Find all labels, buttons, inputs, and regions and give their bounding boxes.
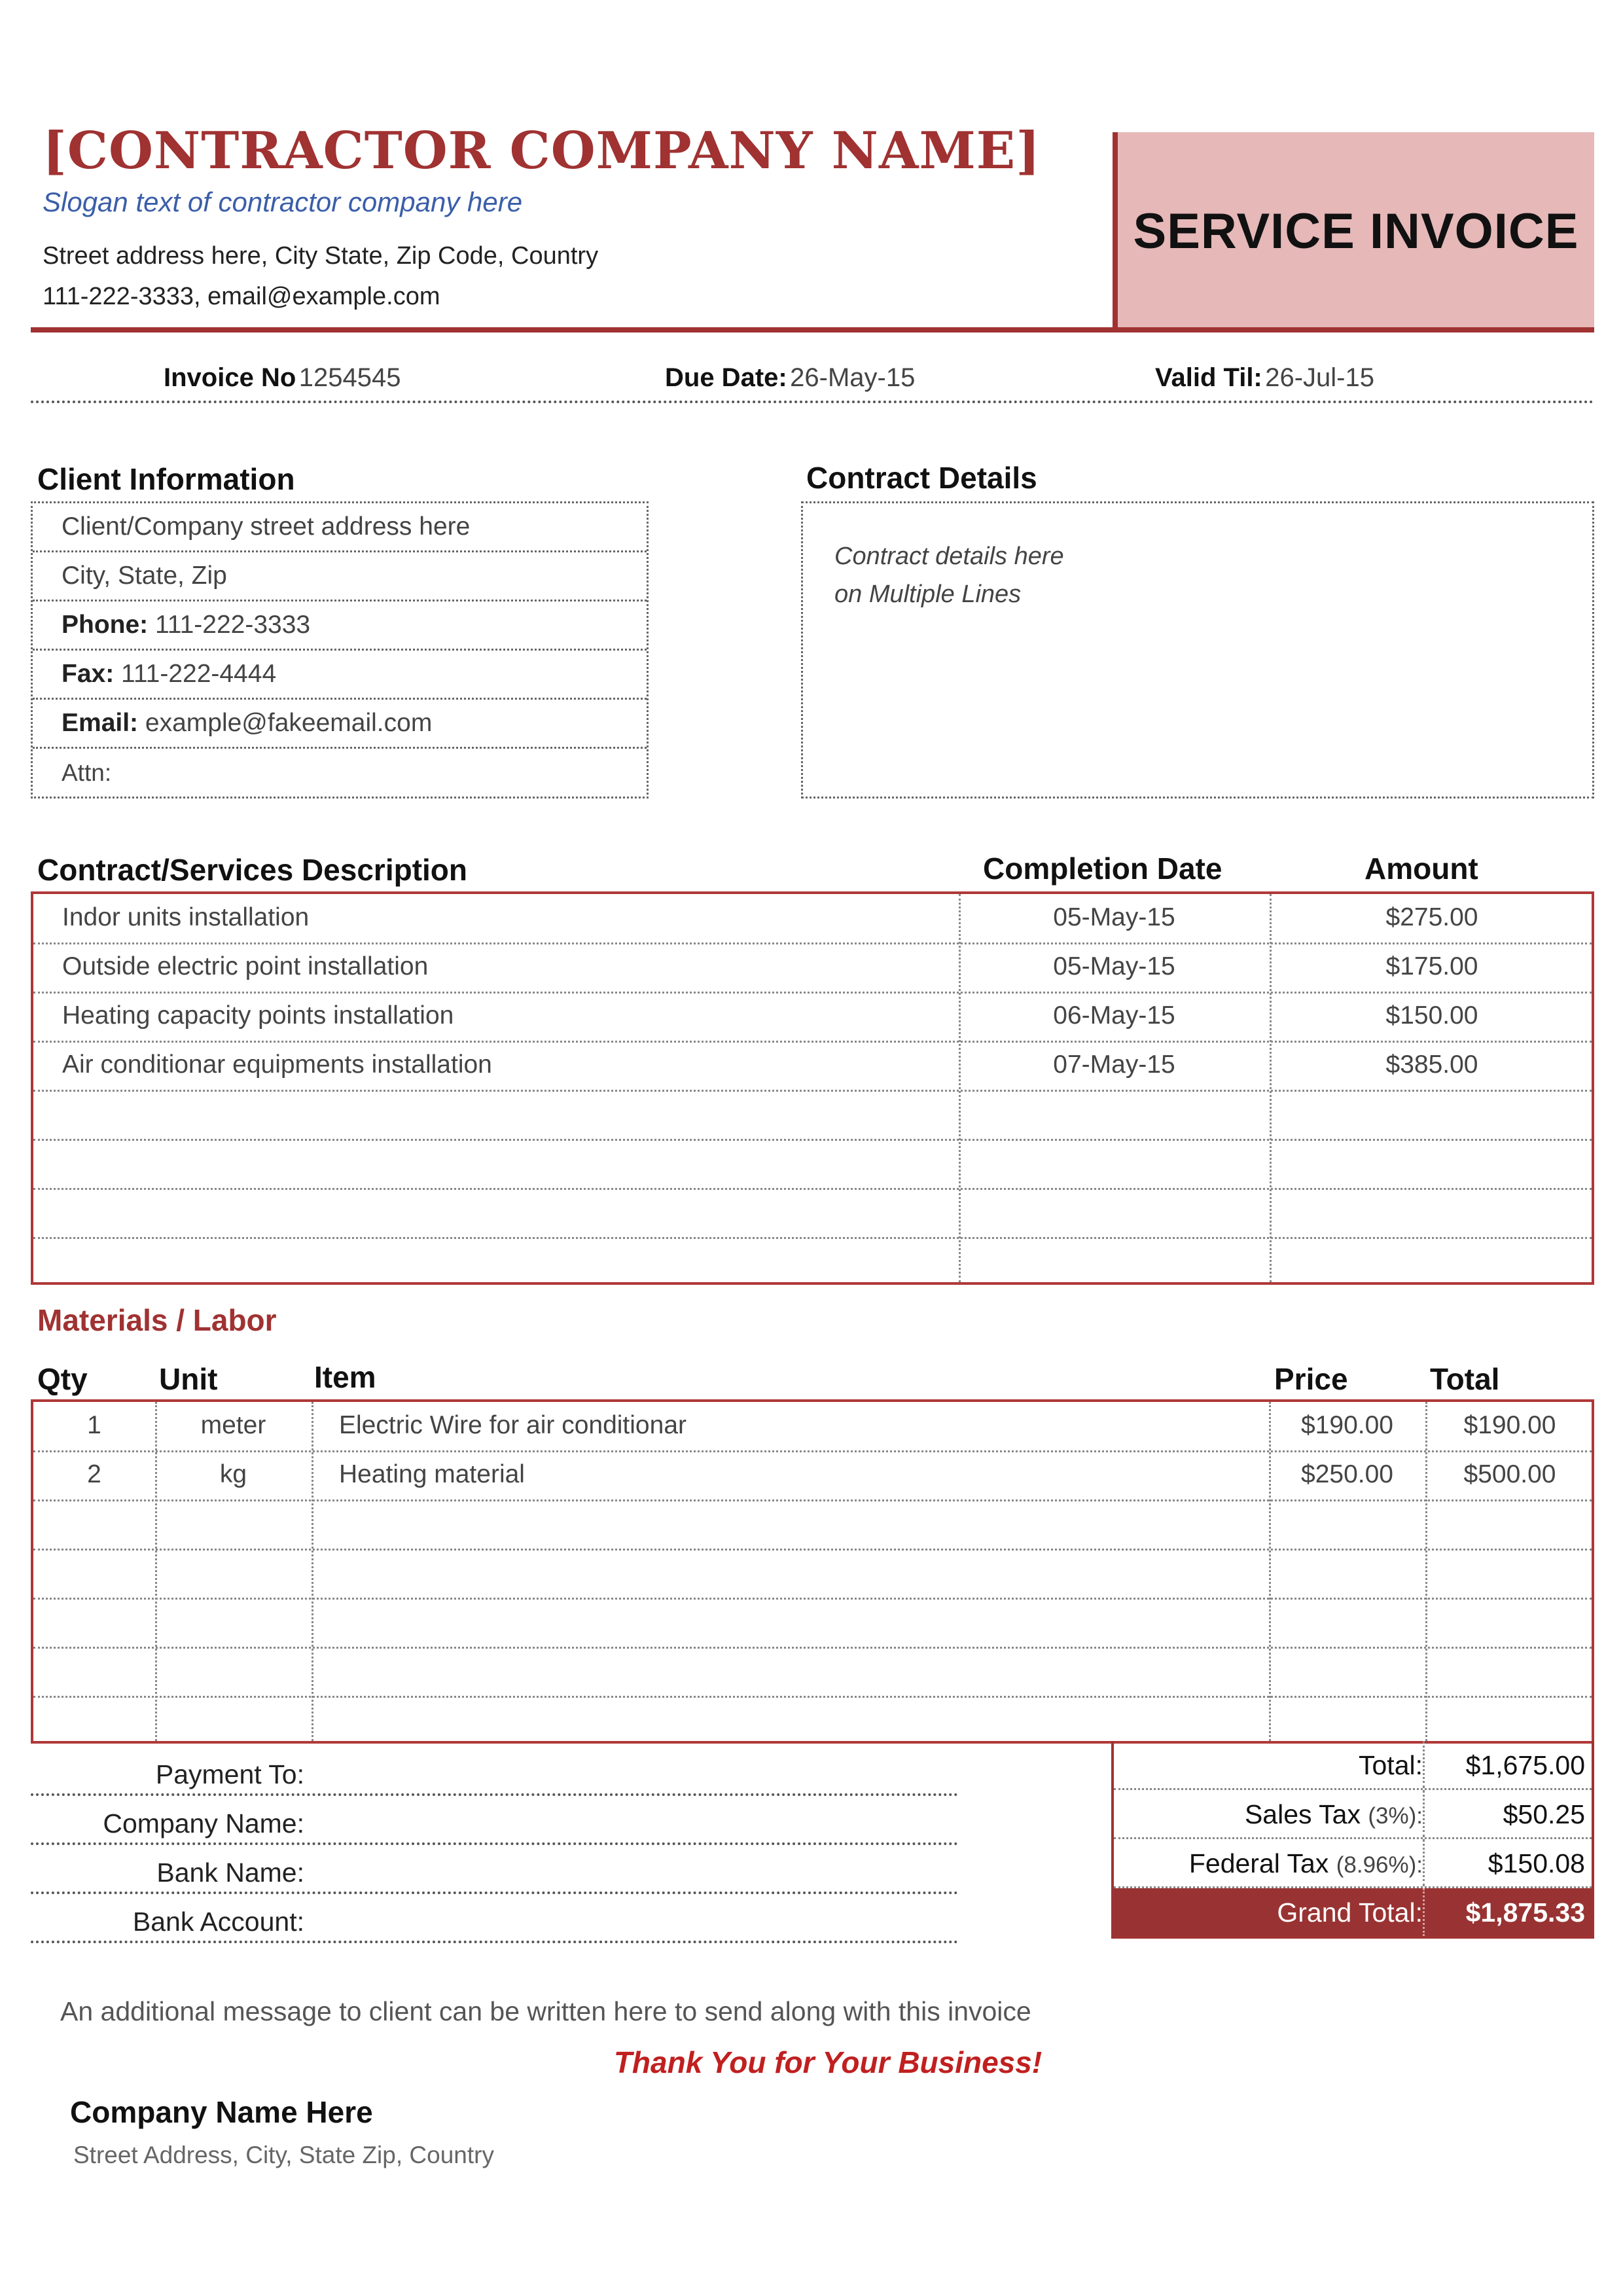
client-city: City, State, Zip: [62, 562, 227, 590]
client-email-row: [33, 700, 647, 749]
item-header: Item: [314, 1360, 376, 1394]
bank-account-line: [31, 1941, 958, 1943]
material-unit: meter: [200, 1411, 266, 1439]
service-date: 06-May-15: [1053, 1001, 1175, 1030]
materials-labor-title: Materials / Labor: [37, 1303, 277, 1337]
payment-to-line: [31, 1793, 958, 1796]
contractor-contact: 111-222-3333, email@example.com: [43, 283, 440, 310]
qty-header: Qty: [37, 1362, 88, 1396]
service-description: Indor units installation: [62, 903, 310, 931]
invoice-number: [164, 363, 401, 393]
grand-total-value: $1,875.33: [1465, 1897, 1585, 1928]
service-date: 05-May-15: [1053, 952, 1175, 980]
due-date-label: Due Date:: [665, 363, 787, 392]
materials-table: [31, 1399, 1594, 1744]
completion-date-header: Completion Date: [983, 852, 1222, 886]
federal-tax-label: Federal Tax: [1188, 1848, 1329, 1878]
service-description: Air conditionar equipments installation: [62, 1050, 492, 1079]
bank-name-line: [31, 1892, 958, 1894]
client-fax-row: [33, 651, 647, 700]
contract-details-title: Contract Details: [806, 461, 1037, 495]
material-item: Heating material: [339, 1460, 525, 1488]
header-divider: [31, 327, 1594, 332]
material-total: $190.00: [1463, 1411, 1556, 1439]
material-unit: kg: [219, 1460, 247, 1488]
sales-tax-rate: (3%):: [1368, 1803, 1423, 1829]
client-info-title: Client Information: [37, 462, 295, 496]
grand-total-row: [1114, 1888, 1592, 1936]
client-phone-row: [33, 601, 647, 651]
sales-tax-value: $50.25: [1503, 1799, 1585, 1829]
federal-tax-row: [1114, 1839, 1592, 1888]
contract-details-box: [801, 501, 1594, 798]
total-label: Total:: [1359, 1750, 1423, 1780]
contract-details-line-2: on Multiple Lines: [834, 581, 1022, 608]
federal-tax-rate: (8.96%):: [1336, 1852, 1423, 1878]
client-info-box: [31, 501, 649, 798]
client-street: Client/Company street address here: [62, 512, 471, 541]
service-amount: $175.00: [1385, 952, 1478, 980]
price-header: Price: [1274, 1362, 1348, 1396]
unit-header: Unit: [159, 1362, 218, 1396]
material-qty: 1: [87, 1411, 101, 1439]
grand-total-label: Grand Total:: [1277, 1897, 1423, 1928]
services-description-header: Contract/Services Description: [37, 853, 468, 887]
contract-details-line-1: Contract details here: [834, 543, 1064, 570]
invoice-no-value: 1254545: [298, 363, 401, 392]
totals-box: [1111, 1741, 1594, 1939]
service-amount: $275.00: [1385, 903, 1478, 931]
invoice-title-box: [1113, 132, 1594, 330]
contractor-slogan: Slogan text of contractor company here: [43, 187, 523, 217]
material-item: Electric Wire for air conditionar: [339, 1411, 687, 1439]
bank-account-label: Bank Account:: [132, 1907, 304, 1937]
material-total: $500.00: [1463, 1460, 1556, 1488]
client-street-row: [33, 503, 647, 552]
valid-til-value: 26-Jul-15: [1265, 363, 1374, 392]
bank-name-label: Bank Name:: [156, 1857, 304, 1888]
client-fax-label: Fax:: [62, 660, 115, 688]
total-value: $1,675.00: [1465, 1750, 1585, 1780]
total-row: [1114, 1741, 1592, 1790]
material-price: $250.00: [1301, 1460, 1393, 1488]
client-fax: 111-222-4444: [121, 660, 277, 688]
service-description: Outside electric point installation: [62, 952, 429, 980]
material-price: $190.00: [1301, 1411, 1393, 1439]
service-amount: $385.00: [1385, 1050, 1478, 1079]
client-attn-label: Attn:: [62, 759, 112, 786]
footer-company-name: Company Name Here: [70, 2095, 373, 2129]
meta-divider: [31, 401, 1594, 403]
company-name-line: [31, 1842, 958, 1845]
service-date: 07-May-15: [1053, 1050, 1175, 1079]
sales-tax-row: [1114, 1790, 1592, 1839]
sales-tax-label: Sales Tax: [1244, 1799, 1361, 1829]
due-date: [665, 363, 915, 393]
federal-tax-value: $150.08: [1488, 1848, 1585, 1878]
amount-header: Amount: [1364, 852, 1478, 886]
client-phone: 111-222-3333: [155, 611, 311, 639]
company-name-label: Company Name:: [103, 1808, 304, 1839]
client-phone-label: Phone:: [62, 611, 149, 639]
due-date-value: 26-May-15: [790, 363, 916, 392]
services-table: [31, 891, 1594, 1285]
valid-til-label: Valid Til:: [1155, 363, 1262, 392]
contractor-company-name: [CONTRACTOR COMPANY NAME]: [43, 121, 1041, 181]
thank-you-message: Thank You for Your Business!: [613, 2045, 1043, 2079]
payment-to-label: Payment To:: [155, 1759, 304, 1789]
client-city-row: [33, 552, 647, 601]
service-amount: $150.00: [1385, 1001, 1478, 1030]
contractor-address: Street address here, City State, Zip Code, Country: [43, 242, 599, 270]
footer-address: Street Address, City, State Zip, Country: [73, 2142, 494, 2168]
client-email: example@fakeemail.com: [145, 709, 433, 737]
service-description: Heating capacity points installation: [62, 1001, 454, 1030]
client-attn-row: [33, 749, 647, 798]
invoice-no-label: Invoice No: [164, 363, 296, 392]
client-email-label: Email:: [62, 709, 139, 737]
material-qty: 2: [87, 1460, 101, 1488]
service-date: 05-May-15: [1053, 903, 1175, 931]
client-message: An additional message to client can be written here to send along with this invoice: [60, 1996, 1031, 2026]
total-header: Total: [1430, 1362, 1500, 1396]
valid-til: [1155, 363, 1374, 393]
invoice-title: SERVICE INVOICE: [1133, 203, 1579, 259]
